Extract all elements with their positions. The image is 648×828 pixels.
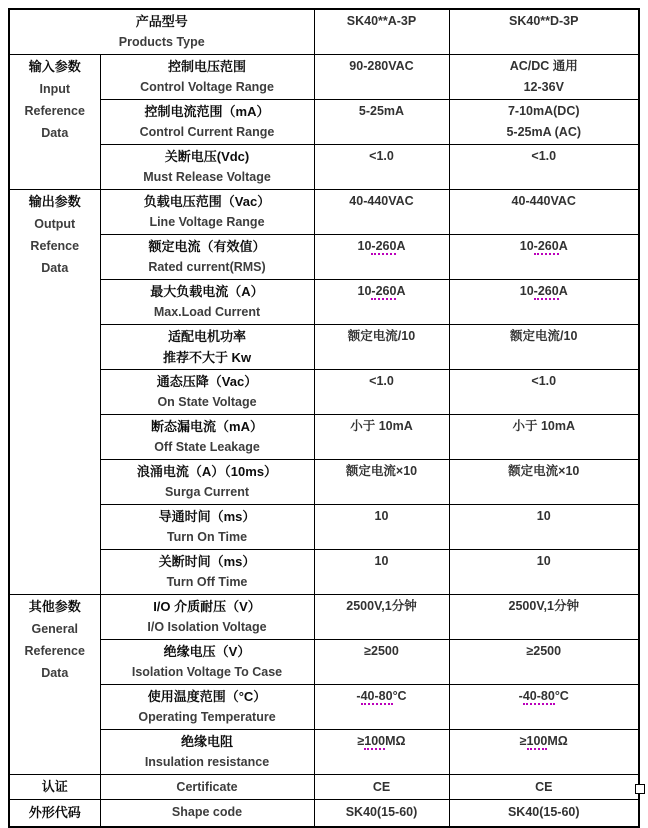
spellcheck-squiggle: -260: [371, 239, 397, 253]
value-cell-d: [449, 415, 639, 460]
value-line: 10-260A: [357, 284, 406, 298]
param-cell: [100, 370, 314, 415]
category-cell: [9, 595, 100, 775]
table-row: [9, 460, 639, 505]
param-label-en: I/O Isolation Voltage: [147, 620, 267, 634]
param-label-en: Must Release Voltage: [143, 170, 271, 184]
category-label-en: Input: [39, 82, 71, 96]
param-label-en: Certificate: [176, 779, 238, 794]
value-cell-a: [314, 100, 449, 145]
param-label-en: On State Voltage: [157, 395, 257, 409]
param-label-en: Operating Temperature: [138, 710, 276, 724]
value-cell-a: [314, 370, 449, 415]
value-line: <1.0: [531, 374, 557, 388]
value-line: 额定电流×10: [508, 464, 580, 478]
param-label-cn: 推荐不大于 Kw: [162, 350, 252, 365]
param-label-en: Off State Leakage: [154, 440, 260, 454]
category-label-en: Refence: [30, 239, 80, 253]
value-cell-d: [449, 800, 639, 827]
param-cell: [100, 685, 314, 730]
param-cell: [100, 730, 314, 775]
param-label-cn: 浪涌电流（A）（10ms）: [136, 464, 278, 479]
param-cell: [100, 550, 314, 595]
table-row: [9, 415, 639, 460]
value-line: -40-80°C: [518, 689, 569, 703]
value-line: 小于 10mA: [512, 419, 576, 433]
value-line: 额定电流×10: [345, 464, 418, 478]
category-cell: [9, 190, 100, 595]
value-line: 12-36V: [523, 80, 564, 94]
value-line: CE: [372, 779, 391, 794]
category-label-en: Reference: [24, 104, 85, 118]
value-line: ≥100MΩ: [519, 734, 568, 748]
category-cell: [9, 775, 100, 800]
value-cell-a: [314, 55, 449, 100]
value-cell-a: [314, 640, 449, 685]
param-label-cn: I/O 介质耐压（V）: [153, 599, 261, 614]
value-cell-d: [449, 235, 639, 280]
category-label-cn: 输入参数: [28, 59, 81, 74]
value-cell-d: [449, 190, 639, 235]
value-cell-a: [314, 685, 449, 730]
param-cell: [100, 190, 314, 235]
value-cell-d: [449, 505, 639, 550]
param-cell: [100, 280, 314, 325]
table-row: [9, 595, 639, 640]
value-cell-a: [314, 460, 449, 505]
param-label-cn: 控制电压范围: [167, 59, 246, 74]
table-row: [9, 775, 639, 800]
category-label-en: Data: [41, 126, 69, 140]
category-label-en: General: [31, 622, 79, 636]
value-cell-a: [314, 505, 449, 550]
param-label-cn: 通态压降（Vac）: [156, 374, 258, 389]
model-d-label: SK40**D-3P: [509, 14, 579, 28]
value-line: 7-10mA(DC): [507, 104, 580, 118]
param-cell: [100, 775, 314, 800]
category-label-cn: 外形代码: [28, 805, 81, 820]
value-cell-a: [314, 550, 449, 595]
param-label-cn: 控制电流范围（mA）: [144, 104, 270, 119]
value-cell-d: [449, 730, 639, 775]
value-cell-a: [314, 415, 449, 460]
value-line: 小于 10mA: [350, 419, 413, 433]
param-cell: [100, 415, 314, 460]
spellcheck-squiggle: 100: [526, 734, 548, 748]
value-line: <1.0: [531, 149, 557, 163]
category-label-cn: 输出参数: [28, 194, 81, 209]
value-line: ≥100MΩ: [357, 734, 406, 748]
param-cell: [100, 505, 314, 550]
table-row: [9, 640, 639, 685]
param-label-en: Line Voltage Range: [149, 215, 265, 229]
category-label-cn: 认证: [41, 779, 68, 794]
value-cell-a: [314, 595, 449, 640]
value-cell-a: [314, 800, 449, 827]
value-line: 额定电流/10: [347, 329, 416, 343]
value-cell-d: [449, 280, 639, 325]
value-line: AC/DC 通用: [509, 59, 578, 73]
model-a-label: SK40**A-3P: [346, 14, 417, 28]
table-row: [9, 685, 639, 730]
value-line: 10: [536, 509, 551, 523]
param-label-cn: 绝缘电压（V）: [163, 644, 251, 659]
table-row: [9, 190, 639, 235]
category-label-cn: 其他参数: [28, 599, 81, 614]
param-cell: [100, 55, 314, 100]
model-d-header-cell: [449, 9, 639, 55]
spellcheck-squiggle: 40-80: [522, 689, 555, 703]
value-line: 额定电流/10: [510, 329, 578, 343]
spellcheck-squiggle: -260: [533, 284, 559, 298]
param-label-cn: 断态漏电流（mA）: [151, 419, 263, 434]
category-label-en: Output: [34, 217, 76, 231]
param-cell: [100, 800, 314, 827]
category-label-en: Data: [41, 666, 69, 680]
table-row: [9, 370, 639, 415]
value-cell-a: [314, 280, 449, 325]
param-cell: [100, 325, 314, 370]
param-label-cn: 关断电压(Vdc): [164, 149, 250, 164]
value-line: 10-260A: [357, 239, 406, 253]
value-line: ≥2500: [364, 644, 399, 658]
category-cell: [9, 800, 100, 827]
param-label-cn: 最大负载电流（A）: [150, 284, 264, 299]
param-label-en: Shape code: [171, 805, 243, 819]
table-row: [9, 505, 639, 550]
value-line: 40-440VAC: [349, 194, 414, 208]
products-type-label-en: Products Type: [118, 35, 205, 49]
param-label-cn: 适配电机功率: [167, 329, 246, 344]
value-line: 10: [374, 554, 389, 568]
value-line: 40-440VAC: [511, 194, 576, 208]
value-cell-d: [449, 55, 639, 100]
table-resize-handle[interactable]: [635, 784, 645, 794]
value-cell-d: [449, 550, 639, 595]
param-label-cn: 使用温度范围（°C）: [147, 689, 267, 704]
value-cell-a: [314, 145, 449, 190]
param-label-cn: 负载电压范围（Vac）: [143, 194, 271, 209]
value-cell-d: [449, 370, 639, 415]
spellcheck-squiggle: 100: [364, 734, 386, 748]
spellcheck-squiggle: 40-80: [360, 689, 393, 703]
products-type-label-cn: 产品型号: [135, 14, 188, 29]
value-cell-d: [449, 685, 639, 730]
table-row: [9, 235, 639, 280]
table-row: [9, 100, 639, 145]
param-cell: [100, 100, 314, 145]
value-line: <1.0: [369, 149, 394, 163]
table-row: [9, 55, 639, 100]
value-line: 5-25mA: [358, 104, 405, 118]
param-label-en: Max.Load Current: [153, 305, 261, 319]
param-label-en: Control Current Range: [139, 125, 275, 139]
param-label-en: Rated current(RMS): [148, 260, 266, 274]
spellcheck-squiggle: -260: [533, 239, 559, 253]
products-type-cell: [9, 9, 314, 55]
value-cell-d: [449, 595, 639, 640]
param-label-cn: 额定电流（有效值）: [148, 239, 266, 254]
category-cell: [9, 55, 100, 190]
value-cell-d: [449, 640, 639, 685]
value-line: ≥2500: [526, 644, 562, 658]
table-row: [9, 145, 639, 190]
param-label-cn: 绝缘电阻: [180, 734, 233, 749]
value-line: CE: [535, 779, 553, 794]
value-line: 10-260A: [519, 239, 568, 253]
table-row: [9, 730, 639, 775]
param-cell: [100, 460, 314, 505]
param-label-en: Turn On Time: [166, 530, 248, 544]
value-cell-d: [449, 100, 639, 145]
value-cell-a: [314, 190, 449, 235]
category-label-en: Data: [41, 261, 69, 275]
value-cell-a: [314, 730, 449, 775]
param-label-en: Insulation resistance: [144, 755, 270, 769]
param-label-en: Control Voltage Range: [140, 80, 274, 94]
table-row: [9, 800, 639, 827]
spellcheck-squiggle: -260: [371, 284, 397, 298]
value-line: 10: [536, 554, 551, 568]
value-line: 10: [374, 509, 389, 523]
param-cell: [100, 640, 314, 685]
value-line: SK40(15-60): [507, 805, 580, 819]
value-line: 10-260A: [519, 284, 568, 298]
value-cell-d: [449, 460, 639, 505]
header-row: [9, 9, 639, 55]
value-cell-a: [314, 775, 449, 800]
value-line: SK40(15-60): [345, 805, 418, 819]
param-label-cn: 导通时间（ms）: [158, 509, 256, 524]
value-cell-d: [449, 775, 639, 800]
table-row: [9, 550, 639, 595]
param-cell: [100, 145, 314, 190]
value-line: 2500V,1分钟: [508, 599, 579, 613]
param-label-en: Isolation Voltage To Case: [131, 665, 283, 679]
table-row: [9, 325, 639, 370]
param-cell: [100, 235, 314, 280]
param-label-en: Surga Current: [164, 485, 250, 499]
value-line: 5-25mA (AC): [506, 125, 582, 139]
value-cell-a: [314, 325, 449, 370]
table-row: [9, 280, 639, 325]
param-label-en: Turn Off Time: [166, 575, 248, 589]
value-line: 90-280VAC: [349, 59, 414, 73]
value-cell-a: [314, 235, 449, 280]
category-label-en: Reference: [24, 644, 85, 658]
param-label-cn: 关断时间（ms）: [158, 554, 256, 569]
value-line: 2500V,1分钟: [346, 599, 417, 613]
spec-table: [8, 8, 640, 828]
value-cell-d: [449, 145, 639, 190]
value-cell-d: [449, 325, 639, 370]
model-a-header-cell: [314, 9, 449, 55]
param-cell: [100, 595, 314, 640]
value-line: <1.0: [369, 374, 394, 388]
value-line: -40-80°C: [356, 689, 407, 703]
